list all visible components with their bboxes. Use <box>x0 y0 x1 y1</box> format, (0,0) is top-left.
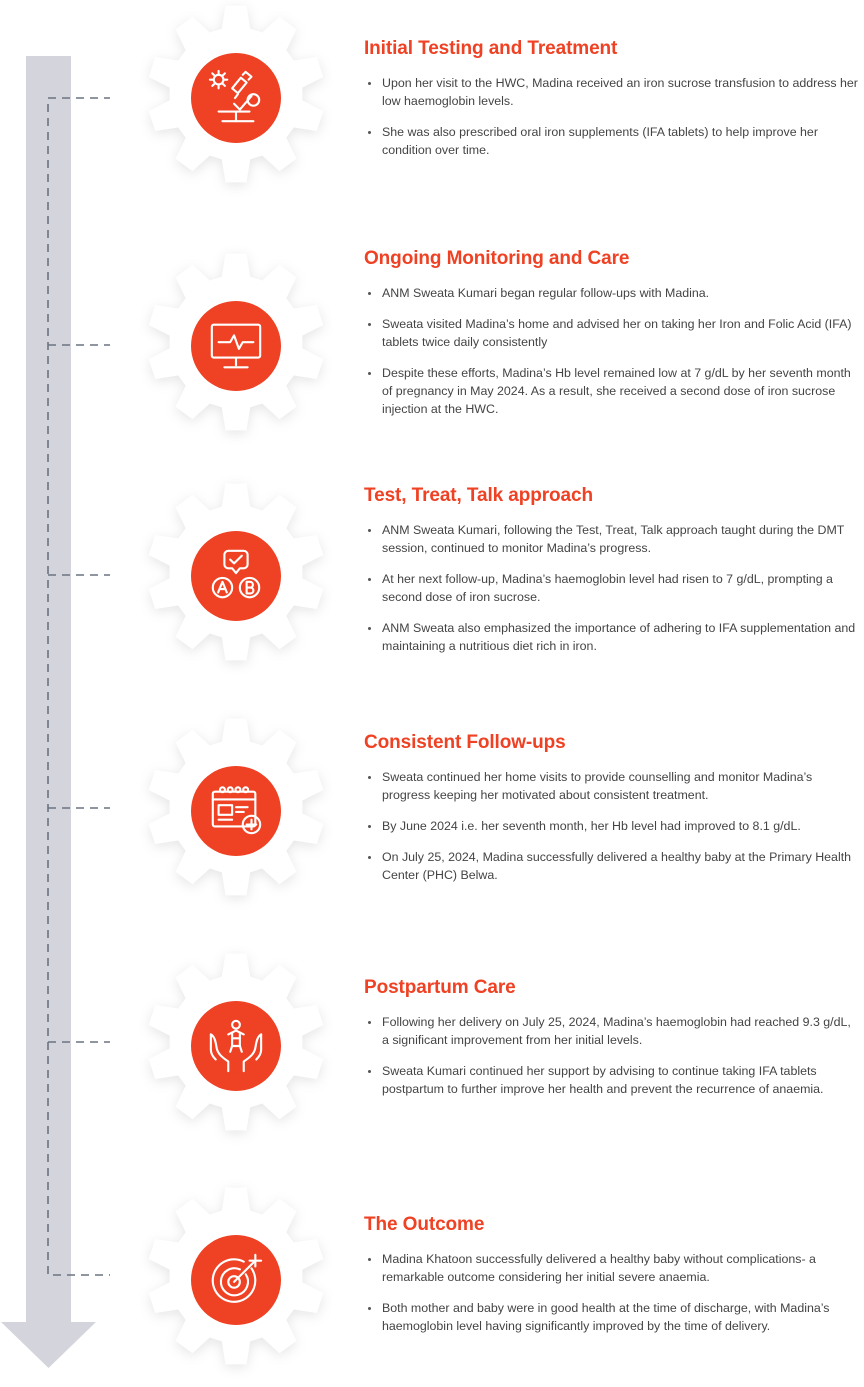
step-6-section <box>364 1214 860 1348</box>
step-title: Test, Treat, Talk approach <box>364 485 593 506</box>
caring-hands-baby-icon <box>207 1017 265 1075</box>
step-6-gear <box>138 1182 334 1378</box>
step-5-gear <box>138 948 334 1144</box>
list-item: Upon her visit to the HWC, Madina received an iron sucrose transfusion to address her low haemoglobin levels. <box>364 74 860 110</box>
step-title: Initial Testing and Treatment <box>364 38 618 59</box>
heart-monitor-icon <box>207 317 265 375</box>
step-4-gear <box>138 713 334 909</box>
microscope-icon <box>207 69 265 127</box>
list-item: Sweata Kumari continued her support by advising to continue taking IFA tablets postpartum to further improve her health and prevent the recurrence of anaemia. <box>364 1062 860 1098</box>
calendar-medical-icon <box>207 782 265 840</box>
list-item: ANM Sweata also emphasized the importance of adhering to IFA supplementation and maintaining a nutritious diet rich in iron. <box>364 619 860 655</box>
list-item: On July 25, 2024, Madina successfully delivered a healthy baby at the Primary Health Center (PHC) Belwa. <box>364 848 860 884</box>
list-item: At her next follow-up, Madina’s haemoglobin level had risen to 7 g/dL, prompting a second dose of iron sucrose. <box>364 570 860 606</box>
step-2-gear <box>138 248 334 444</box>
list-item: By June 2024 i.e. her seventh month, her Hb level had improved to 8.1 g/dL. <box>364 817 860 835</box>
step-4-section <box>364 732 860 897</box>
step-5-icon-badge <box>191 1001 281 1091</box>
step-1-gear <box>138 0 334 196</box>
bullet-list <box>364 284 860 418</box>
list-item: Sweata continued her home visits to provide counselling and monitor Madina’s progress keeping her motivated about consistent treatment. <box>364 768 860 804</box>
step-title: The Outcome <box>364 1214 485 1235</box>
step-3-section <box>364 485 860 668</box>
step-1-icon-badge <box>191 53 281 143</box>
list-item: Following her delivery on July 25, 2024, Madina’s haemoglobin had reached 9.3 g/dL, a significant improvement from her initial levels. <box>364 1013 860 1049</box>
ab-choice-icon <box>207 547 265 605</box>
step-title: Ongoing Monitoring and Care <box>364 248 630 269</box>
bullet-list <box>364 768 860 884</box>
list-item: Madina Khatoon successfully delivered a healthy baby without complications- a remarkable outcome considering her initial severe anaemia. <box>364 1250 860 1286</box>
list-item: Despite these efforts, Madina’s Hb level remained low at 7 g/dL by her seventh month of pregnancy in May 2024. As a result, she received a second dose of iron sucrose injection at the HWC. <box>364 364 860 418</box>
step-3-icon-badge <box>191 531 281 621</box>
step-title: Postpartum Care <box>364 977 516 998</box>
list-item: Sweata visited Madina’s home and advised her on taking her Iron and Folic Acid (IFA) tablets twice daily consistently <box>364 315 860 351</box>
step-2-icon-badge <box>191 301 281 391</box>
step-title: Consistent Follow-ups <box>364 732 566 753</box>
step-1-section <box>364 38 860 172</box>
list-item: Both mother and baby were in good health at the time of discharge, with Madina’s haemoglobin level having significantly improved by the time of delivery. <box>364 1299 860 1335</box>
list-item: ANM Sweata Kumari began regular follow-ups with Madina. <box>364 284 860 302</box>
step-2-section <box>364 248 860 431</box>
target-arrow-icon <box>207 1251 265 1309</box>
list-item: ANM Sweata Kumari, following the Test, Treat, Talk approach taught during the DMT session, continued to monitor Madina’s progress. <box>364 521 860 557</box>
step-5-section <box>364 977 860 1111</box>
list-item: She was also prescribed oral iron supplements (IFA tablets) to help improve her condition over time. <box>364 123 860 159</box>
step-3-gear <box>138 478 334 674</box>
bullet-list <box>364 74 860 159</box>
bullet-list <box>364 521 860 655</box>
timeline-arrow <box>0 0 110 1387</box>
bullet-list <box>364 1013 860 1098</box>
bullet-list <box>364 1250 860 1335</box>
step-4-icon-badge <box>191 766 281 856</box>
step-6-icon-badge <box>191 1235 281 1325</box>
